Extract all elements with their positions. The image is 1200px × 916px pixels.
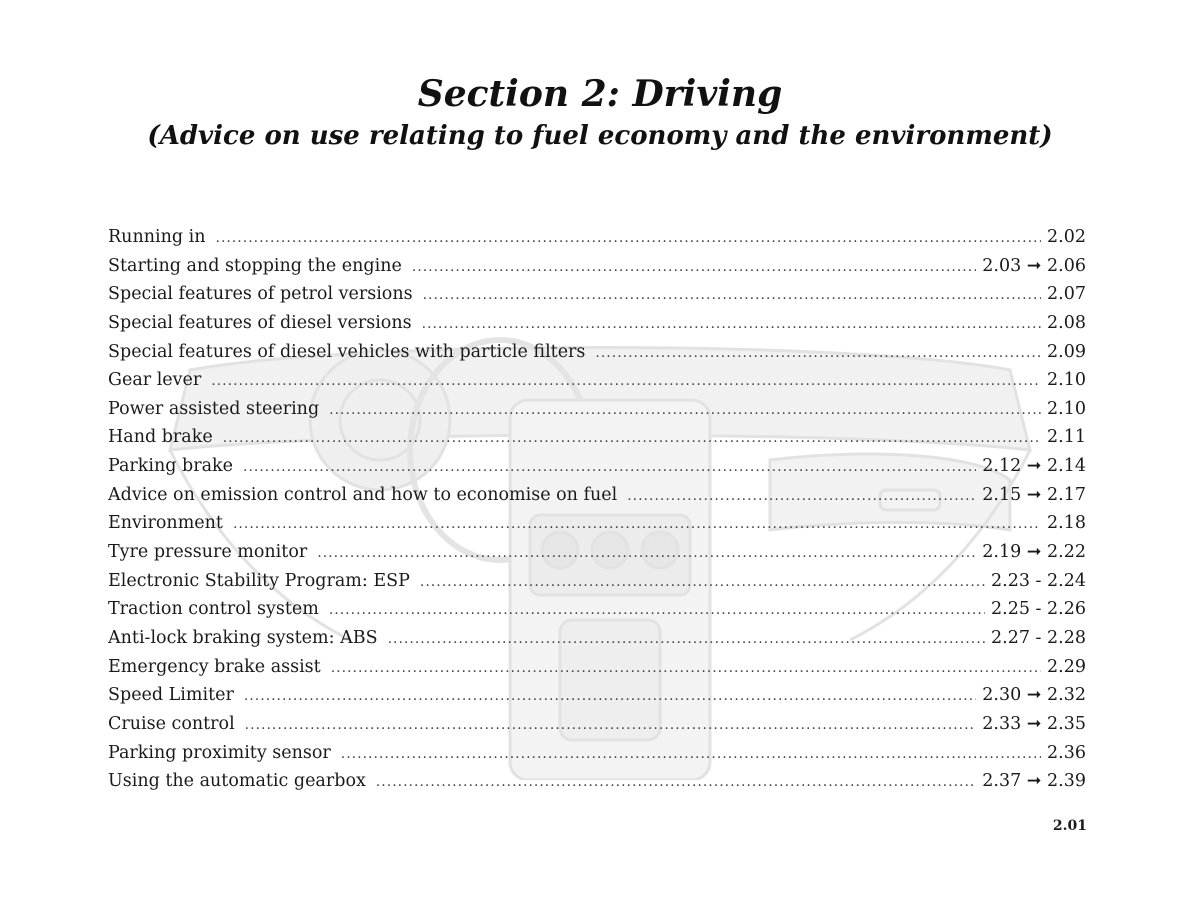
toc-leader-dots <box>211 373 1041 389</box>
toc-leader-dots <box>376 774 976 790</box>
toc-leader-dots <box>595 345 1041 361</box>
toc-entry-title: Electronic Stability Program: ESP <box>108 570 410 591</box>
toc-entry[interactable] <box>108 342 1086 371</box>
toc-entry-title: Starting and stopping the engine <box>108 255 402 276</box>
toc-leader-dots <box>245 717 977 733</box>
toc-entry-title: Cruise control <box>108 713 235 734</box>
toc-entry-page: 2.27 - 2.28 <box>991 627 1086 648</box>
toc-entry[interactable] <box>108 542 1086 571</box>
toc-entry-title: Power assisted steering <box>108 398 320 419</box>
toc-entry-page: 2.10 <box>1047 398 1086 419</box>
toc-entry-page: 2.33 ➞ 2.35 <box>982 713 1086 734</box>
toc-leader-dots <box>422 316 1041 332</box>
toc-leader-dots <box>331 660 1041 676</box>
toc-entry-title: Tyre pressure monitor <box>108 542 308 563</box>
toc-leader-dots <box>341 746 1041 762</box>
toc-entry[interactable] <box>108 227 1086 256</box>
toc-entry-page: 2.09 <box>1047 341 1086 362</box>
page-title: Section 2: Driving <box>417 73 783 115</box>
toc-entry-title: Speed Limiter <box>108 685 234 706</box>
toc-entry-page: 2.36 <box>1047 742 1086 763</box>
toc-leader-dots <box>420 574 985 590</box>
toc-entry[interactable] <box>108 685 1086 714</box>
toc-entry-page: 2.02 <box>1047 227 1086 247</box>
header <box>0 70 1200 154</box>
toc-entry[interactable] <box>108 313 1086 342</box>
toc-entry[interactable] <box>108 657 1086 686</box>
toc-entry-title: Special features of diesel versions <box>108 312 412 333</box>
toc-entry[interactable] <box>108 399 1086 428</box>
toc-entry[interactable] <box>108 370 1086 399</box>
toc-entry-page: 2.11 <box>1047 427 1086 448</box>
toc-entry-title: Parking brake <box>108 456 233 477</box>
toc-leader-dots <box>244 688 976 704</box>
toc-leader-dots <box>329 602 985 618</box>
toc-leader-dots <box>216 230 1042 246</box>
toc-entry-page: 2.07 <box>1047 284 1086 305</box>
toc-entry-page: 2.12 ➞ 2.14 <box>982 456 1086 477</box>
toc-leader-dots <box>223 430 1041 446</box>
toc-leader-dots <box>329 402 1041 418</box>
toc-entry[interactable] <box>108 256 1086 285</box>
toc-entry-title: Running in <box>108 227 206 247</box>
toc-entry-page: 2.08 <box>1047 312 1086 333</box>
toc-entry[interactable] <box>108 456 1086 485</box>
toc-entry-page: 2.25 - 2.26 <box>991 599 1086 620</box>
table-of-contents <box>108 227 1086 800</box>
toc-entry-title: Parking proximity sensor <box>108 742 331 763</box>
page-number: 2.01 <box>1052 818 1087 834</box>
toc-entry-title: Using the automatic gearbox <box>108 771 366 792</box>
toc-leader-dots <box>423 287 1041 303</box>
toc-leader-dots <box>627 488 976 504</box>
toc-leader-dots <box>233 516 1041 532</box>
toc-entry-page: 2.18 <box>1047 513 1086 534</box>
toc-entry[interactable] <box>108 485 1086 514</box>
toc-entry-page: 2.15 ➞ 2.17 <box>982 484 1086 505</box>
toc-entry-title: Traction control system <box>108 599 319 620</box>
toc-entry-title: Advice on emission control and how to economise on fuel <box>108 484 618 505</box>
toc-leader-dots <box>412 259 976 275</box>
toc-entry[interactable] <box>108 427 1086 456</box>
toc-entry[interactable] <box>108 628 1086 657</box>
toc-entry[interactable] <box>108 599 1086 628</box>
toc-entry-title: Gear lever <box>108 370 202 391</box>
toc-leader-dots <box>317 545 976 561</box>
toc-leader-dots <box>388 631 985 647</box>
toc-entry-page: 2.23 - 2.24 <box>991 570 1086 591</box>
toc-entry-title: Environment <box>108 513 223 534</box>
toc-entry[interactable] <box>108 743 1086 772</box>
toc-entry[interactable] <box>108 714 1086 743</box>
toc-entry-page: 2.19 ➞ 2.22 <box>982 542 1086 563</box>
toc-entry-title: Special features of petrol versions <box>108 284 413 305</box>
toc-entry-page: 2.29 <box>1047 656 1086 677</box>
toc-entry[interactable] <box>108 513 1086 542</box>
toc-entry-page: 2.03 ➞ 2.06 <box>982 255 1086 276</box>
toc-leader-dots <box>243 459 976 475</box>
toc-entry-page: 2.10 <box>1047 370 1086 391</box>
toc-entry[interactable] <box>108 571 1086 600</box>
toc-entry[interactable] <box>108 771 1086 800</box>
toc-entry-page: 2.37 ➞ 2.39 <box>982 771 1086 792</box>
page-subtitle: (Advice on use relating to fuel economy and the environment) <box>147 121 1053 151</box>
toc-entry[interactable] <box>108 284 1086 313</box>
toc-entry-title: Special features of diesel vehicles with particle filters <box>108 341 586 362</box>
toc-entry-title: Hand brake <box>108 427 213 448</box>
toc-entry-page: 2.30 ➞ 2.32 <box>982 685 1086 706</box>
toc-entry-title: Emergency brake assist <box>108 656 321 677</box>
toc-entry-title: Anti-lock braking system: ABS <box>108 627 378 648</box>
